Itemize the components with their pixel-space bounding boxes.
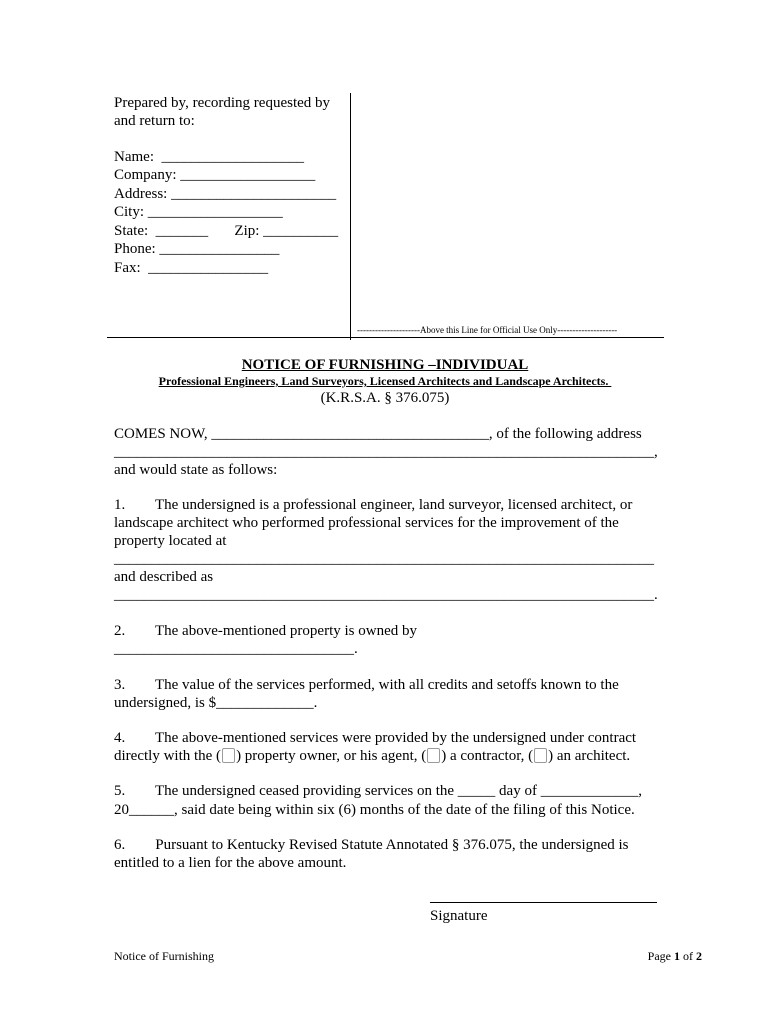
statute-reference: (K.R.S.A. § 376.075) — [320, 390, 450, 406]
paragraph-5-line1[interactable]: 5. The undersigned ceased providing services on the _____ day of _____________, — [114, 783, 642, 799]
paragraph-1-line3: property located at — [114, 533, 227, 549]
name-field[interactable]: Name: ___________________ — [114, 149, 304, 165]
comes-now-line[interactable]: COMES NOW, _____________________________________, of the following address — [114, 426, 642, 442]
paragraph-6-line1: 6. Pursuant to Kentucky Revised Statute Annotated § 376.075, the undersigned is — [114, 837, 629, 853]
property-owner-checkbox[interactable] — [222, 748, 235, 763]
property-location-blank[interactable]: ________________________________________________________________________ — [114, 551, 654, 567]
paragraph-3-line2[interactable]: undersigned, is $_____________. — [114, 695, 318, 711]
address-field[interactable]: Address: ______________________ — [114, 186, 337, 202]
paragraph-2-line1: 2. The above-mentioned property is owned by — [114, 623, 417, 639]
signature-line[interactable] — [430, 902, 657, 903]
page-prefix: Page — [647, 949, 674, 963]
p4-text-d: ) an architect. — [548, 748, 631, 764]
paragraph-1-line1: 1. The undersigned is a professional engineer, land surveyor, licensed architect, or — [114, 497, 633, 513]
described-as-label: and described as — [114, 569, 214, 585]
official-use-note: ---------------------Above this Line for Official Use Only-------------------- — [357, 325, 618, 335]
contractor-checkbox[interactable] — [427, 748, 440, 763]
paragraph-1-line2: landscape architect who performed professional services for the improvement of the — [114, 515, 619, 531]
architect-checkbox[interactable] — [534, 748, 547, 763]
subtitle: Professional Engineers, Land Surveyors, Licensed Architects and Landscape Architects. — [158, 374, 612, 388]
prepared-by-line1: Prepared by, recording requested by — [114, 95, 331, 111]
state-as-follows: and would state as follows: — [114, 462, 278, 478]
company-field[interactable]: Company: __________________ — [114, 167, 316, 183]
p4-text-c: ) a contractor, ( — [441, 748, 534, 764]
paragraph-3-line1: 3. The value of the services performed, with all credits and setoffs known to the — [114, 677, 619, 693]
state-zip-field[interactable]: State: _______ Zip: __________ — [114, 223, 339, 239]
horizontal-divider — [107, 337, 664, 338]
fax-field[interactable]: Fax: ________________ — [114, 260, 269, 276]
prepared-by-line2: and return to: — [114, 113, 195, 129]
city-field[interactable]: City: __________________ — [114, 204, 283, 220]
p4-text-b: ) property owner, or his agent, ( — [236, 748, 427, 764]
page-title: NOTICE OF FURNISHING –INDIVIDUAL — [241, 357, 529, 373]
description-blank[interactable]: ________________________________________________________________________. — [114, 587, 658, 603]
address-blank-line[interactable]: ________________________________________________________________________, — [114, 444, 658, 460]
page-indicator — [648, 949, 702, 963]
page-total: 2 — [696, 949, 702, 963]
paragraph-6-line2: entitled to a lien for the above amount. — [114, 855, 347, 871]
owner-blank[interactable]: ________________________________. — [114, 641, 358, 657]
page-number: 1 — [674, 949, 680, 963]
phone-field[interactable]: Phone: ________________ — [114, 241, 280, 257]
paragraph-5-line2[interactable]: 20______, said date being within six (6) months of the date of the filing of this Notice. — [114, 802, 635, 818]
footer-title: Notice of Furnishing — [114, 949, 214, 963]
signature-label: Signature — [430, 908, 488, 924]
p4-text-a: directly with the ( — [114, 748, 222, 764]
page-of: of — [680, 949, 696, 963]
vertical-divider — [350, 93, 351, 340]
paragraph-4-line2 — [114, 747, 630, 766]
paragraph-4-line1: 4. The above-mentioned services were provided by the undersigned under contract — [114, 730, 637, 746]
